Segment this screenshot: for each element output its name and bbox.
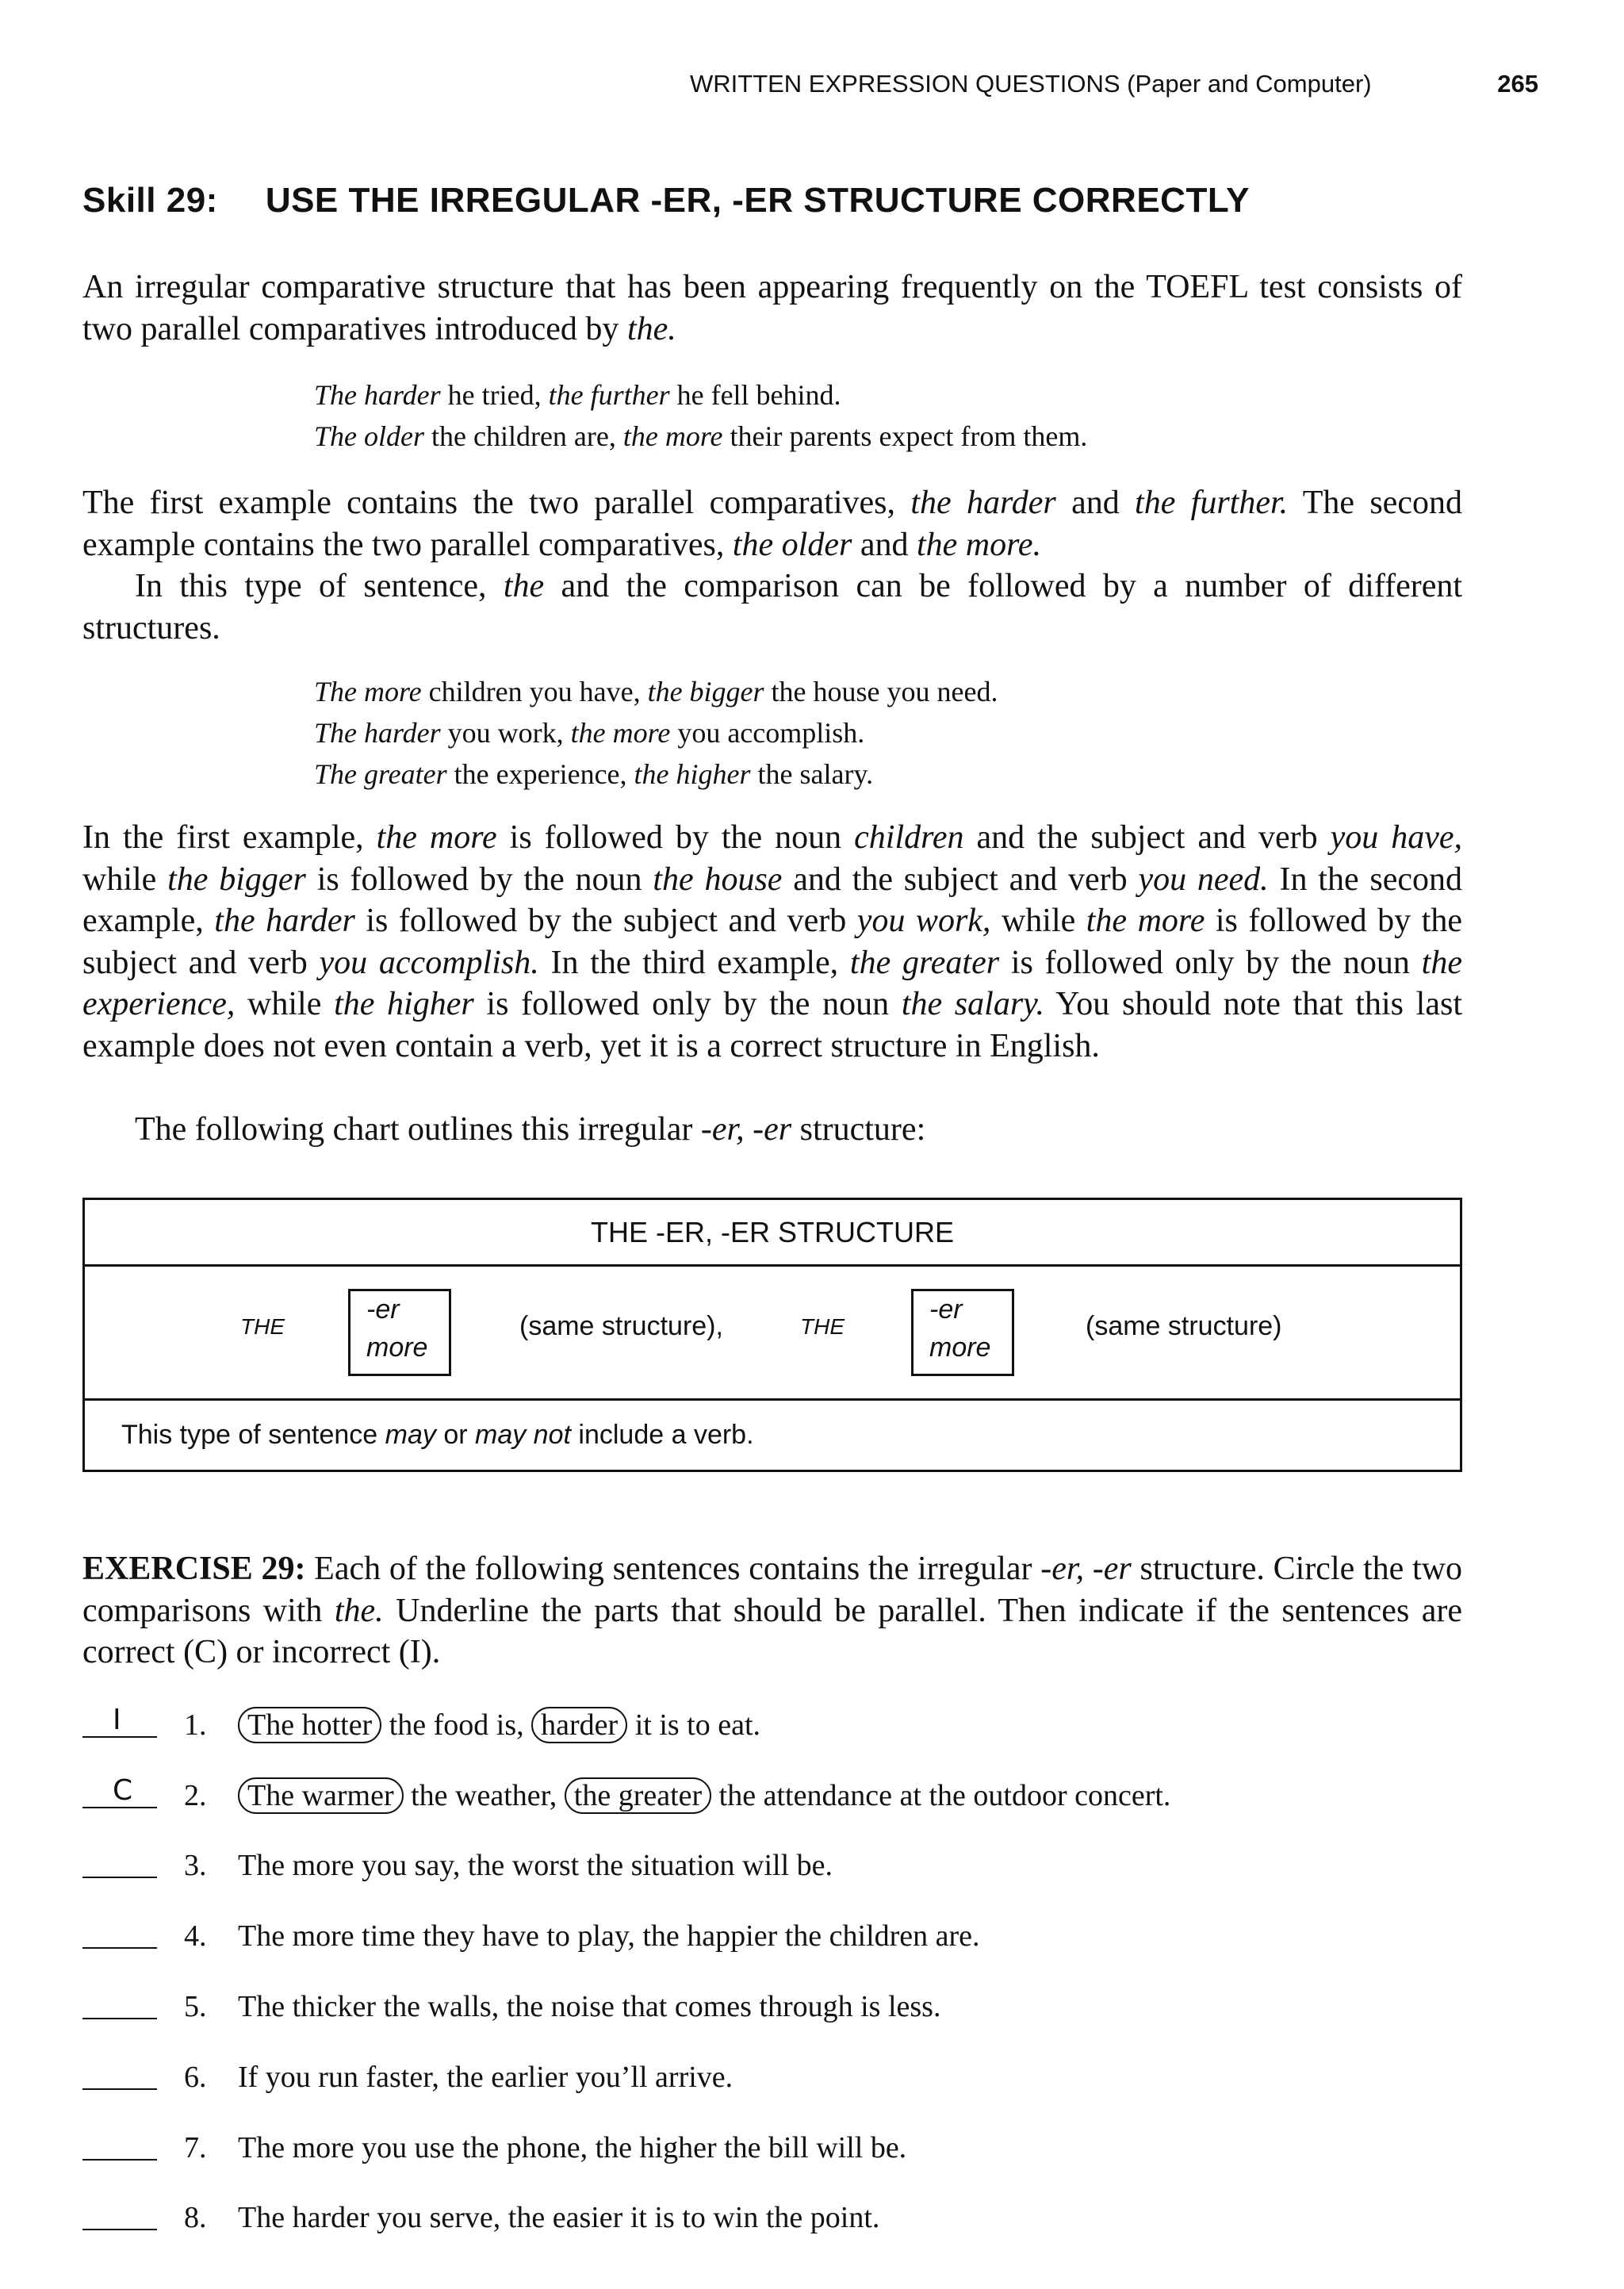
analysis-text: is followed only by the noun (473, 986, 902, 1022)
analysis-emphasis: the experience, (82, 944, 1462, 1022)
circled-comparison: The hotter (238, 1707, 381, 1743)
exercise-item[interactable]: C 2. The warmer the weather, the greater the attendance at the outdoor concert. (82, 1772, 1478, 1819)
analysis-text: In the first example, (82, 819, 377, 856)
analysis-text: and the subject and verb (963, 819, 1331, 856)
skill-heading (82, 181, 1250, 220)
example-sentence: The more children you have, the bigger the house you need. (314, 676, 998, 707)
intro-paragraph (82, 266, 1462, 350)
intro-text: An irregular comparative structure that has been appearing frequently on the TOEFL test consists of two parallel comparatives introduced by (82, 269, 1462, 347)
circled-comparison: The warmer (238, 1777, 404, 1814)
analysis-text: is followed only by the noun (999, 944, 1422, 981)
exercise-item[interactable]: 4. The more time they have to play, the happier the children are. (82, 1912, 1478, 1960)
analysis-emphasis: children (854, 819, 964, 856)
chart-intro-paragraph: The following chart outlines this irregular -er, -er structure: (135, 1111, 926, 1148)
analysis-emphasis: the bigger (167, 861, 306, 898)
analysis-text: while (235, 986, 335, 1022)
exercise-item[interactable]: 5. The thicker the walls, the noise that comes through is less. (82, 1983, 1478, 2030)
example-sentence: The older the children are, the more their parents expect from them. (314, 420, 1088, 452)
chart-box-right: -er more (911, 1289, 1014, 1376)
circled-comparison: the greater (565, 1777, 711, 1814)
analysis-emphasis: the greater (849, 944, 1000, 981)
exercise-item[interactable]: 6. If you run faster, the earlier you’ll arrive. (82, 2053, 1478, 2101)
answer-blank[interactable] (82, 1877, 157, 1878)
answer-blank[interactable] (82, 2088, 157, 2090)
analysis-emphasis: you need. (1138, 861, 1269, 898)
analysis-text: In the second example, (82, 861, 1463, 939)
chart-structure-row (85, 1267, 1460, 1401)
chart-same-structure-right: (same structure) (1086, 1311, 1282, 1341)
answer-mark: C (113, 1774, 133, 1807)
exercise-item[interactable]: I 1. The hotter the food is, harder it is to eat. (82, 1701, 1478, 1749)
analysis-emphasis: you have, (1330, 819, 1462, 856)
analysis-emphasis: the more (376, 819, 497, 856)
analysis-emphasis: the salary. (901, 986, 1044, 1022)
analysis-text: while (990, 903, 1086, 939)
analysis-emphasis: you accomplish. (319, 944, 539, 981)
chart-box-left: -er more (348, 1289, 451, 1376)
intro-emphasis: the. (626, 310, 676, 347)
answer-mark: I (113, 1704, 121, 1736)
exercise-instructions: EXERCISE 29: Each of the following sentences contains the irregular -er, -er structure. Circle the two comparisons with the. Underline the parts that should be parallel. Then indicate if the sentences are correct (C) or incorrect (I). (82, 1551, 1463, 1670)
page-number: 265 (1497, 70, 1538, 98)
explanation-paragraph: The first example contains the two parallel comparatives, the harder and the further. The second example contains the two parallel comparatives, the older and the more. In this type of sentence, the and the comparison can be followed by a number of different structures. (82, 485, 1463, 646)
skill-label: Skill 29: (82, 181, 218, 220)
answer-blank[interactable] (82, 1947, 157, 1949)
answer-blank[interactable] (82, 2229, 157, 2230)
analysis-emphasis: you work, (856, 903, 991, 939)
exercise-item[interactable]: 3. The more you say, the worst the situation will be. (82, 1842, 1478, 1889)
chart-title: THE -ER, -ER STRUCTURE (85, 1200, 1460, 1267)
chart-the-left: THE (240, 1314, 285, 1339)
analysis-text: In the third example, (538, 944, 850, 981)
analysis-text: is followed by the subject and verb (82, 903, 1462, 981)
example-sentence: The harder he tried, the further he fell behind. (314, 379, 841, 411)
answer-blank[interactable] (82, 2159, 157, 2161)
analysis-paragraph (82, 817, 1462, 1067)
analysis-text: is followed by the subject and verb (354, 903, 857, 939)
analysis-emphasis: the house (653, 861, 783, 898)
analysis-emphasis: the more (1086, 903, 1205, 939)
example-sentence: The greater the experience, the higher the salary. (314, 758, 874, 790)
analysis-text: while (82, 861, 168, 898)
example-sentence: The harder you work, the more you accomplish. (314, 717, 865, 749)
answer-blank[interactable] (82, 2018, 157, 2019)
analysis-text: and the subject and verb (782, 861, 1139, 898)
structure-chart (82, 1198, 1462, 1472)
chart-same-structure-left: (same structure), (519, 1311, 723, 1341)
analysis-text: You should note that this last example does not even contain a verb, yet it is a correct structure in English. (82, 986, 1462, 1064)
analysis-emphasis: the harder (214, 903, 355, 939)
circled-comparison: harder (531, 1707, 627, 1743)
chart-the-right: THE (800, 1314, 845, 1339)
chart-footer: This type of sentence may or may not include a verb. (121, 1420, 754, 1450)
analysis-emphasis: the higher (334, 986, 474, 1022)
exercise-item[interactable]: 7. The more you use the phone, the higher the bill will be. (82, 2124, 1478, 2172)
analysis-text: is followed by the noun (305, 861, 653, 898)
running-header: WRITTEN EXPRESSION QUESTIONS (Paper and Computer) (690, 70, 1372, 98)
analysis-text: is followed by the noun (496, 819, 855, 856)
exercise-item[interactable]: 8. The harder you serve, the easier it is to win the point. (82, 2194, 1478, 2241)
skill-title: USE THE IRREGULAR -ER, -ER STRUCTURE CORRECTLY (265, 181, 1251, 220)
